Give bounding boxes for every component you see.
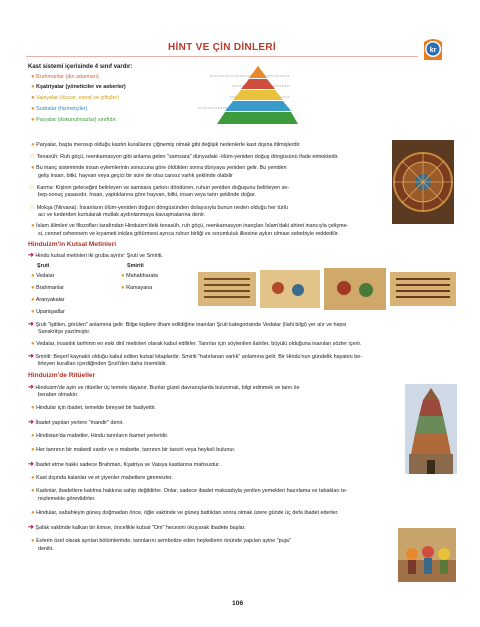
bullet-icon: ● (31, 297, 35, 303)
arrow-icon: ➜ (28, 384, 34, 391)
puja-image (398, 528, 456, 582)
list-item-cont: si, cennet cehennem ve kıyameti inkâra götürmesi ayrıca ruhun birliği ve sorumluluk ilkesine aykırı olması sebebiyle reddedilir. (38, 231, 339, 237)
arrow-icon: ➜ (28, 461, 34, 468)
list-item-cont: denilir. (38, 546, 54, 552)
star-icon: ☆ (29, 153, 36, 160)
star-icon: ☆ (29, 184, 36, 191)
list-item: ● Upanişadlar (31, 309, 65, 315)
bullet-icon: ● (31, 285, 35, 291)
list-item: ● Paryalar, başta mensup olduğu kastın kurallarını çiğnemiş olmak gibi değişik nedenlerle kast dışına itilmişlerdir. (31, 142, 301, 148)
page-number: 106 (232, 600, 244, 607)
list-item: ➜ Hindu kutsal metinleri iki gruba ayrılır: Şruti ve Smiriti. (28, 252, 163, 259)
arrow-icon: ➜ (28, 353, 34, 360)
bullet-icon: ● (31, 475, 35, 481)
pyramid-graphic (214, 64, 298, 132)
list-item: ● Bu inanç sisteminde insan eylemlerinin sonucuna göre öldükten sonra dünyaya yeniden gelir. Bu yeniden (31, 165, 287, 171)
arrow-icon: ➜ (28, 419, 34, 426)
list-item: ● Hindular için ibadet, temelde bireysel bir faaliyettir. (31, 405, 156, 411)
list-item: ➜ Smiriti: Beşerî kaynaklı olduğu kabul edilen kutsal kitaplardır. Smiriti "hatırlanan varlık" anlamına gelir. Bir Hindu'nun gündelik hayatını be- (28, 353, 363, 360)
title-divider (26, 56, 418, 57)
list-item: ● Vedalar (31, 273, 55, 279)
arrow-icon: ➜ (28, 524, 34, 531)
bullet-icon: ● (31, 309, 35, 315)
list-item-cont: beraber olmaktır. (38, 392, 79, 398)
list-item-cont: mizlemekle görevlidirler. (38, 496, 96, 502)
list-item: ● Kast dışında kalanlar ve et yiyenler mabetlere giremezler. (31, 475, 174, 481)
bullet-icon: ● (121, 273, 125, 279)
bullet-icon: ● (31, 223, 35, 229)
list-item-cont: Sanskritçe yazılmıştır. (38, 329, 91, 335)
samsara-wheel-image (392, 140, 454, 224)
bullet-icon: ● (31, 510, 35, 516)
page-title: HİNT VE ÇİN DİNLERİ (168, 42, 276, 53)
list-item: ☆ Tenasüh: Ruh göçü, reenkarnasyon gibi anlama gelen "samsara" dünyadaki -ölüm-yeniden doğuş döngüsünü ifade etmektedir. (29, 153, 339, 160)
list-item: ● İslam âlimleri ve filozofları tarafından Hinduizm'deki tenasüh, ruh göçü, reenkarnasyon inançları İslam'daki ahiret inancıyla çelişme- (31, 223, 349, 229)
list-item: ● Ramayana (121, 285, 153, 291)
manuscript-images (198, 268, 456, 312)
list-item: ➜ Şafak vaktinde kalkan bir kimse, öncelikle kutsal "Om" hecesini okuyarak ibadete başlar. (28, 524, 246, 531)
bullet-icon: ● (31, 117, 35, 123)
list-item: ● Her tanrının bir mabedi vardır ve o mabette, tanrının bir tasviri veya heykeli bulunur. (31, 447, 236, 453)
list-item-cont: lirleyen kuralları içerdiğinden Şruti'den daha önemlidir. (38, 361, 167, 367)
column-heading: Şruti (37, 263, 50, 269)
list-item: ☆ Mokşa (Nirvana): İnsanların ölüm-yeniden doğum döngüsünden dolayısıyla bunun neden olduğu her türlü (29, 204, 288, 211)
list-item: ● Brahmanlar (31, 285, 64, 291)
section-heading: Hinduizm'in Kutsal Metinleri (28, 241, 117, 248)
list-item: ● Evlerin özel olarak ayrılan bölümlerinde, tanrılarını sembolize eden heykellerin önünde yapılan ayine "puja" (31, 538, 291, 544)
list-item-cont: bep-sonuç yasasıdır. İnsan, yaptıklarına göre hayvan, bitki, insan veya tanrı şeklinde doğar. (38, 192, 256, 198)
list-item: ☆ Karma: Kişinin geleceğini belirleyen ve samsara çarkını döndüren, ruhun yeniden doğuşunu belirleyen se- (29, 184, 290, 191)
caste-item: ● Paryalar (dokunulmazlar) sınıfıdır. (31, 117, 118, 123)
list-item: ● Hindular, sabahleyin güneş doğmadan önce, öğle vaktinde ve güneş battıktan sonra olmak üzere günde üç defa ibadet ederler. (31, 510, 339, 516)
list-item: ● Hindistan'da mabetler, Hindu tanrıların ikamet yerleridir. (31, 433, 169, 439)
caste-item: ● Sudralar (hizmetçiler) (31, 106, 88, 112)
column-heading: Smiriti (127, 263, 144, 269)
arrow-icon: ➜ (28, 321, 34, 328)
temple-image (405, 384, 457, 474)
list-item: ➜ Hinduizm'de ayin ve ritüeller üç temele dayanır. Bunlar güzel davranışlarda bulunmak, bilgi edinmek ve tanrı ile (28, 384, 300, 391)
bullet-icon: ● (31, 488, 35, 494)
star-icon: ☆ (29, 204, 36, 211)
list-item: ● Aranyakalar (31, 297, 65, 303)
list-item: ➜ İbadet yapılan yerlere "mandir" denir. (28, 419, 124, 426)
bullet-icon: ● (31, 433, 35, 439)
section-heading: Hinduizm'de Ritüeller (28, 372, 96, 379)
logo-text: kr (429, 47, 437, 54)
bullet-icon: ● (31, 74, 35, 80)
bullet-icon: ● (31, 341, 35, 347)
list-item: ● Mahabharata (121, 273, 158, 279)
caste-item: ● Kşatriyalar (yöneticiler ve askerler) (31, 84, 126, 90)
list-item: ➜ Şruti "işitilen, görülen" anlamına gelir. Bilge kişilere ilham edildiğine inanılan Şruti kategorisinde Vedalar (ilahi bilgi) yer alır ve hepsi (28, 321, 347, 328)
bullet-icon: ● (31, 84, 35, 90)
publisher-logo-icon (420, 36, 446, 62)
caste-item: ● Vaisyalar (tüccar, esnaf ve çiftçiler) (31, 95, 120, 101)
bullet-icon: ● (121, 285, 125, 291)
bullet-icon: ● (31, 95, 35, 101)
arrow-icon: ➜ (28, 252, 34, 259)
list-item-cont: acı ve kederden kurtularak mutlak aydınlanmaya kavuşmalarına denir. (38, 212, 206, 218)
bullet-icon: ● (31, 538, 35, 544)
list-item: ● Vedalar, insanlık tarihinin en eski dinî metinleri olarak kabul edilirler. Tanrılar için söylenilen ilahiler, büyülü olduğuna inanılan sözler içerir. (31, 341, 362, 347)
bullet-icon: ● (31, 106, 35, 112)
bullet-icon: ● (31, 447, 35, 453)
bullet-icon: ● (31, 142, 35, 148)
bullet-icon: ● (31, 273, 35, 279)
bullet-icon: ● (31, 165, 35, 171)
list-item: ➜ İbadet etme hakkı sadece Brahman, Kşatriya ve Vaisya kastlarına mahsustur. (28, 461, 221, 468)
bullet-icon: ● (31, 405, 35, 411)
list-item: ● Kadınlar, ibadetlere katılma hakkına sahip değildirler. Onlar, sadece ibadet maksadıyla yenilen yemekleri hazırlama ve tabakları te- (31, 488, 348, 494)
list-item-cont: geliş insan, bitki, hayvan veya geçici bir süre de olsa cansız varlık şeklinde olabilir (38, 173, 233, 179)
caste-item: ● Brahmanlar (din adamları) (31, 74, 99, 80)
caste-intro: Kast sistemi içerisinde 4 sınıf vardır: (28, 64, 133, 70)
